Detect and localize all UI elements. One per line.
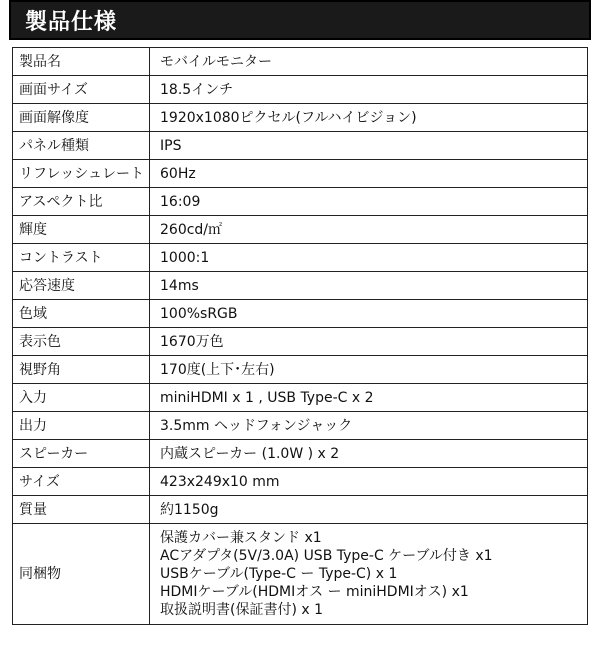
spec-row-brightness	[13, 216, 588, 244]
spec-value: IPS	[150, 132, 588, 160]
spec-value: 423x249x10 mm	[150, 468, 588, 496]
spec-label: 画面解像度	[13, 104, 150, 132]
spec-row-response-time	[13, 272, 588, 300]
spec-value: 約1150g	[150, 496, 588, 524]
spec-value: 内蔵スピーカー (1.0W ) x 2	[150, 440, 588, 468]
spec-row-viewing-angle	[13, 356, 588, 384]
spec-value: 1920x1080ピクセル(フルハイビジョン)	[150, 104, 588, 132]
spec-label: 製品名	[13, 48, 150, 76]
spec-label: 画面サイズ	[13, 76, 150, 104]
spec-value: 100%sRGB	[150, 300, 588, 328]
spec-row-speaker	[13, 440, 588, 468]
spec-row-bundle	[13, 524, 588, 625]
spec-label: 視野角	[13, 356, 150, 384]
spec-row-resolution	[13, 104, 588, 132]
spec-label: 応答速度	[13, 272, 150, 300]
spec-label: 表示色	[13, 328, 150, 356]
spec-label: コントラスト	[13, 244, 150, 272]
spec-value: 18.5インチ	[150, 76, 588, 104]
spec-label: 色域	[13, 300, 150, 328]
spec-value: 170度(上下･左右)	[150, 356, 588, 384]
bundle-item: 保護カバー兼スタンド x1	[160, 530, 322, 546]
spec-value: 3.5mm ヘッドフォンジャック	[150, 412, 588, 440]
page-title: 製品仕様	[25, 9, 118, 35]
spec-label: 同梱物	[13, 524, 150, 625]
spec-label: サイズ	[13, 468, 150, 496]
spec-label: 輝度	[13, 216, 150, 244]
spec-value: 260cd/㎡	[150, 216, 588, 244]
spec-row-size	[13, 468, 588, 496]
spec-label: パネル種類	[13, 132, 150, 160]
spec-row-panel-type	[13, 132, 588, 160]
spec-value: 16:09	[150, 188, 588, 216]
spec-row-aspect-ratio	[13, 188, 588, 216]
bundle-item: USBケーブル(Type-C ー Type-C) x 1	[160, 566, 398, 582]
spec-table	[12, 47, 588, 625]
spec-row-screen-size	[13, 76, 588, 104]
spec-value: 1670万色	[150, 328, 588, 356]
bundle-item: ACアダプタ(5V/3.0A) USB Type-C ケーブル付き x1	[160, 548, 493, 564]
spec-value: モバイルモニター	[150, 48, 588, 76]
spec-label: スピーカー	[13, 440, 150, 468]
spec-row-color-gamut	[13, 300, 588, 328]
spec-value: miniHDMI x 1 , USB Type-C x 2	[150, 384, 588, 412]
spec-row-contrast	[13, 244, 588, 272]
bundle-item: HDMIケーブル(HDMIオス ー miniHDMIオス) x1	[160, 584, 469, 600]
spec-row-output	[13, 412, 588, 440]
spec-row-product-name	[13, 48, 588, 76]
bundle-list	[150, 524, 588, 625]
spec-value: 1000:1	[150, 244, 588, 272]
spec-row-weight	[13, 496, 588, 524]
spec-value: 60Hz	[150, 160, 588, 188]
spec-label: リフレッシュレート	[13, 160, 150, 188]
bundle-item: 取扱説明書(保証書付) x 1	[160, 602, 324, 618]
spec-row-refresh-rate	[13, 160, 588, 188]
spec-label: 出力	[13, 412, 150, 440]
spec-label: 質量	[13, 496, 150, 524]
spec-label: 入力	[13, 384, 150, 412]
title-bar	[9, 0, 591, 40]
spec-value: 14ms	[150, 272, 588, 300]
spec-label: アスペクト比	[13, 188, 150, 216]
spec-row-input	[13, 384, 588, 412]
spec-row-display-colors	[13, 328, 588, 356]
